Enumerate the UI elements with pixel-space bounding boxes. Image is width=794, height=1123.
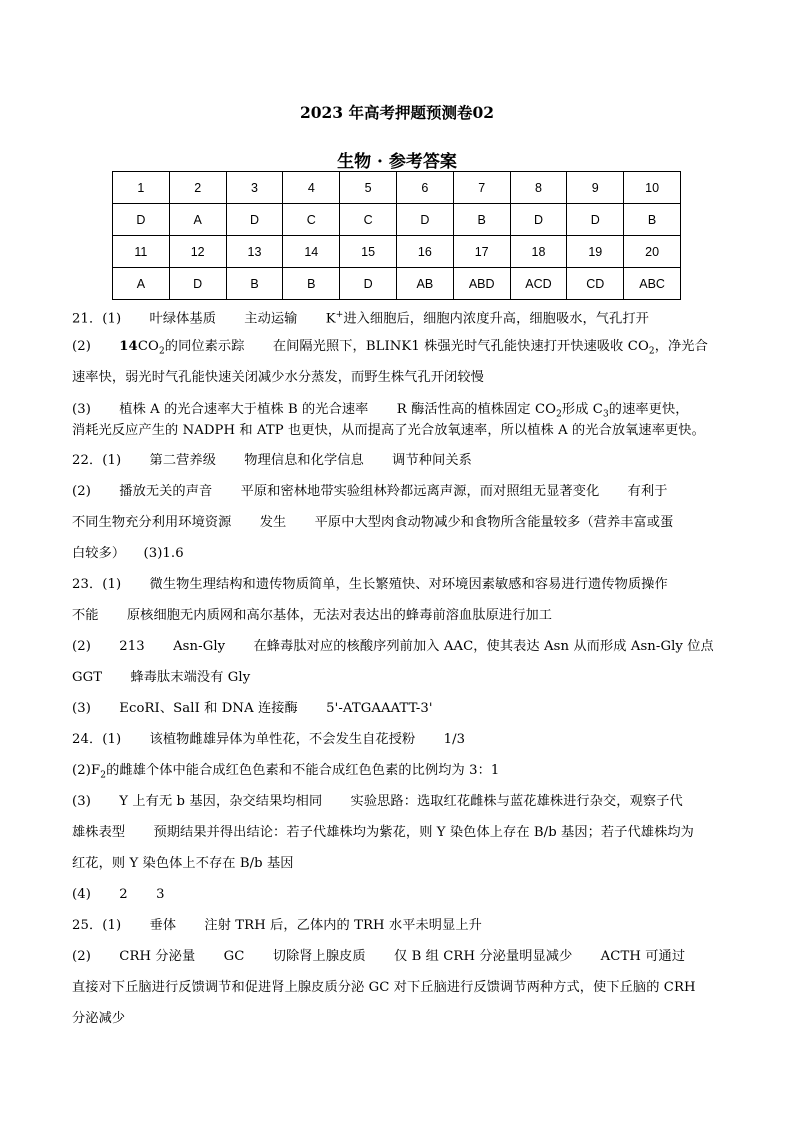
q21-answer: 进入细胞后，细胞内浓度升高，细胞吸水，气孔打开 bbox=[343, 311, 649, 327]
page-title: 2023 年高考押题预测卷02 bbox=[299, 103, 495, 122]
q23-answer: GGT bbox=[72, 670, 103, 685]
table-cell: 19 bbox=[567, 236, 624, 268]
q21-answer: 14 bbox=[119, 339, 138, 354]
q22-line-4 bbox=[72, 538, 724, 569]
q23-line-4 bbox=[72, 662, 724, 693]
q24-answer: Y 上有无 b 基因，杂交结果均相同 bbox=[119, 794, 323, 809]
table-cell: 1 bbox=[113, 172, 170, 204]
table-cell: ABD bbox=[453, 268, 510, 300]
q21-answer: K bbox=[325, 311, 336, 327]
q23-answer: Asn-Gly bbox=[173, 639, 226, 654]
table-cell: C bbox=[283, 204, 340, 236]
q21-answer: 形成 C bbox=[561, 402, 603, 417]
q25-line-2 bbox=[72, 941, 724, 972]
q22-answer: 物理信息和化学信息 bbox=[244, 453, 364, 468]
table-cell: 4 bbox=[283, 172, 340, 204]
q25-answer: 直接对下丘脑进行反馈调节和促进肾上腺皮质分泌 GC 对下丘脑进行反馈调节两种方式，使下丘脑的 CRH bbox=[72, 980, 696, 995]
q25-part-label: (2) bbox=[72, 949, 91, 964]
q21-answer: 的速率更快， bbox=[608, 402, 689, 417]
q22-part-label: (2) bbox=[72, 484, 91, 499]
table-cell: A bbox=[169, 204, 226, 236]
table-cell: D bbox=[567, 204, 624, 236]
q21-answer: 的同位素示踪 bbox=[164, 339, 245, 354]
q24-part-label: (3) bbox=[72, 794, 91, 809]
q21-line-1 bbox=[72, 300, 724, 331]
table-cell: 3 bbox=[226, 172, 283, 204]
q25-answer: 注射 TRH 后，乙体内的 TRH 水平未明显上升 bbox=[204, 918, 482, 933]
q24-line-1 bbox=[72, 724, 724, 755]
table-row bbox=[113, 268, 681, 300]
table-cell: 16 bbox=[396, 236, 453, 268]
q23-answer: 不能 bbox=[72, 608, 99, 623]
table-cell: 11 bbox=[113, 236, 170, 268]
q22-answer: 有利于 bbox=[627, 484, 668, 499]
table-cell: AB bbox=[396, 268, 453, 300]
table-cell: 7 bbox=[453, 172, 510, 204]
table-cell: 12 bbox=[169, 236, 226, 268]
q23-answer: 213 bbox=[119, 639, 145, 654]
table-cell: B bbox=[453, 204, 510, 236]
table-cell: B bbox=[624, 204, 681, 236]
q21-answer: 2 bbox=[556, 409, 562, 420]
q22-answer: 发生 bbox=[259, 515, 287, 530]
q22-answer: 第二营养级 bbox=[149, 453, 216, 468]
q24-answer: (2)F bbox=[72, 763, 101, 778]
q21-answer: 2 bbox=[158, 346, 165, 357]
q21-answer: 主动运输 bbox=[244, 311, 298, 327]
q25-answer: CRH 分泌量 bbox=[119, 949, 196, 964]
table-row bbox=[113, 172, 681, 204]
q21-answer: R 酶活性高的植株固定 CO bbox=[396, 402, 557, 417]
table-cell: A bbox=[113, 268, 170, 300]
table-cell: 5 bbox=[340, 172, 397, 204]
q21-answer: 在间隔光照下，BLINK1 株强光时气孔能快速打开快速吸收 CO bbox=[272, 339, 649, 354]
q25-answer: 仅 B 组 CRH 分泌量明显减少 bbox=[394, 949, 573, 964]
q25-number: 25．(1) bbox=[72, 918, 122, 933]
table-cell: CD bbox=[567, 268, 624, 300]
table-cell: D bbox=[113, 204, 170, 236]
q23-line-1 bbox=[72, 569, 724, 600]
table-cell: D bbox=[510, 204, 567, 236]
q24-answer: 预期结果并得出结论：若子代雄株均为紫花，则 Y 染色体上存在 B/b 基因；若子代雄株均为 bbox=[153, 825, 694, 840]
q23-answer: 蜂毒肽末端没有 Gly bbox=[130, 670, 251, 685]
q21-line-2 bbox=[72, 331, 724, 362]
q21-part-label: (2) bbox=[72, 339, 91, 354]
q24-answer: 雄株表型 bbox=[72, 825, 126, 840]
q21-line-4 bbox=[72, 399, 724, 420]
q21-answer: ，净光合 bbox=[654, 339, 708, 354]
q24-answer: 1/3 bbox=[443, 732, 466, 747]
q23-answer: 原核细胞无内质网和高尔基体，无法对表达出的蜂毒前溶血肽原进行加工 bbox=[126, 608, 553, 623]
q24-answer: 实验思路：选取红花雌株与蓝花雄株进行杂交，观察子代 bbox=[350, 794, 683, 809]
q24-part-label: (4) bbox=[72, 887, 91, 902]
q24-answer: 2 bbox=[100, 770, 107, 781]
q22-answer: (3)1.6 bbox=[143, 546, 184, 561]
q25-answer: 切除肾上腺皮质 bbox=[272, 949, 366, 964]
q25-line-1 bbox=[72, 910, 724, 941]
q24-line-2 bbox=[72, 755, 724, 786]
q24-line-5 bbox=[72, 848, 724, 879]
q22-line-3 bbox=[72, 507, 724, 538]
q24-answer: 该植物雌雄异体为单性花，不会发生自花授粉 bbox=[149, 732, 416, 747]
table-cell: 15 bbox=[340, 236, 397, 268]
q23-part-label: (3) bbox=[72, 701, 91, 716]
table-cell: B bbox=[226, 268, 283, 300]
q22-answer: 白较多） bbox=[72, 546, 126, 561]
q24-line-3 bbox=[72, 786, 724, 817]
table-cell: 17 bbox=[453, 236, 510, 268]
q23-line-3 bbox=[72, 631, 724, 662]
q21-line-5 bbox=[72, 420, 724, 441]
table-cell: 14 bbox=[283, 236, 340, 268]
q22-answer: 平原中大型肉食动物减少和食物所含能量较多（营养丰富或蛋 bbox=[314, 515, 674, 530]
q23-line-5 bbox=[72, 693, 724, 724]
q23-part-label: (2) bbox=[72, 639, 91, 654]
page-subtitle: 生物 · 参考答案 bbox=[337, 152, 457, 172]
q24-number: 24．(1) bbox=[72, 732, 122, 747]
q21-number: 21．(1) bbox=[72, 311, 122, 327]
table-cell: D bbox=[169, 268, 226, 300]
table-cell: ABC bbox=[624, 268, 681, 300]
q25-answer: ACTH 可通过 bbox=[600, 949, 686, 964]
table-cell: D bbox=[340, 268, 397, 300]
table-cell: D bbox=[226, 204, 283, 236]
q25-line-4 bbox=[72, 1003, 724, 1034]
q21-answer: 速率快，弱光时气孔能快速关闭减少水分蒸发，而野生株气孔开闭较慢 bbox=[72, 370, 484, 385]
q22-answer: 调节种间关系 bbox=[392, 453, 472, 468]
q25-line-3 bbox=[72, 972, 724, 1003]
table-cell: D bbox=[396, 204, 453, 236]
q23-answer: EcoRI、SalI 和 DNA 连接酶 bbox=[119, 701, 298, 716]
q21-answer: 植株 A 的光合速率大于植株 B 的光合速率 bbox=[119, 402, 369, 417]
q23-answer: 在蜂毒肽对应的核酸序列前加入 AAC，使其表达 Asn 从而形成 Asn-Gly 位点 bbox=[253, 639, 714, 654]
q21-answer: + bbox=[335, 310, 344, 320]
q25-answer: 垂体 bbox=[149, 918, 177, 933]
q24-answer: 3 bbox=[156, 887, 165, 902]
table-cell: 2 bbox=[169, 172, 226, 204]
table-cell: 8 bbox=[510, 172, 567, 204]
table-cell: 20 bbox=[624, 236, 681, 268]
q22-answer: 平原和密林地带实验组林羚都远离声源，而对照组无显著变化 bbox=[240, 484, 600, 499]
answer-table bbox=[112, 171, 681, 300]
q25-answer: GC bbox=[223, 949, 245, 964]
q21-part-label: (3) bbox=[72, 402, 91, 417]
table-cell: 9 bbox=[567, 172, 624, 204]
q24-answer: 2 bbox=[119, 887, 128, 902]
q21-answer: 3 bbox=[602, 409, 609, 420]
q23-answer: 微生物生理结构和遗传物质简单，生长繁殖快、对环境因素敏感和容易进行遗传物质操作 bbox=[149, 577, 668, 592]
q21-answer: 2 bbox=[648, 346, 655, 357]
table-cell: B bbox=[283, 268, 340, 300]
q22-answer: 不同生物充分利用环境资源 bbox=[72, 515, 232, 530]
q22-line-2 bbox=[72, 476, 724, 507]
table-row bbox=[113, 204, 681, 236]
q22-line-1 bbox=[72, 445, 724, 476]
answer-body bbox=[72, 300, 724, 1034]
q23-line-2 bbox=[72, 600, 724, 631]
q21-answer: 叶绿体基质 bbox=[149, 311, 216, 327]
table-cell: 6 bbox=[396, 172, 453, 204]
q21-answer: CO bbox=[137, 339, 159, 354]
q24-line-6 bbox=[72, 879, 724, 910]
q23-number: 23．(1) bbox=[72, 577, 122, 592]
q23-answer: 5'-ATGAAATT-3' bbox=[326, 701, 433, 716]
q21-answer: 消耗光反应产生的 NADPH 和 ATP 也更快，从而提高了光合放氧速率，所以植株 A 的光合放氧速率更快。 bbox=[72, 423, 705, 438]
table-cell: ACD bbox=[510, 268, 567, 300]
table-cell: C bbox=[340, 204, 397, 236]
q24-answer: 的雌雄个体中能合成红色色素和不能合成红色色素的比例均为 3：1 bbox=[106, 763, 500, 778]
table-cell: 18 bbox=[510, 236, 567, 268]
table-row bbox=[113, 236, 681, 268]
table-cell: 10 bbox=[624, 172, 681, 204]
q24-answer: 红花，则 Y 染色体上不存在 B/b 基因 bbox=[72, 856, 294, 871]
q21-line-3 bbox=[72, 362, 724, 393]
q25-answer: 分泌减少 bbox=[72, 1011, 126, 1026]
q22-number: 22．(1) bbox=[72, 453, 122, 468]
table-cell: 13 bbox=[226, 236, 283, 268]
q24-line-4 bbox=[72, 817, 724, 848]
q22-answer: 播放无关的声音 bbox=[119, 484, 213, 499]
